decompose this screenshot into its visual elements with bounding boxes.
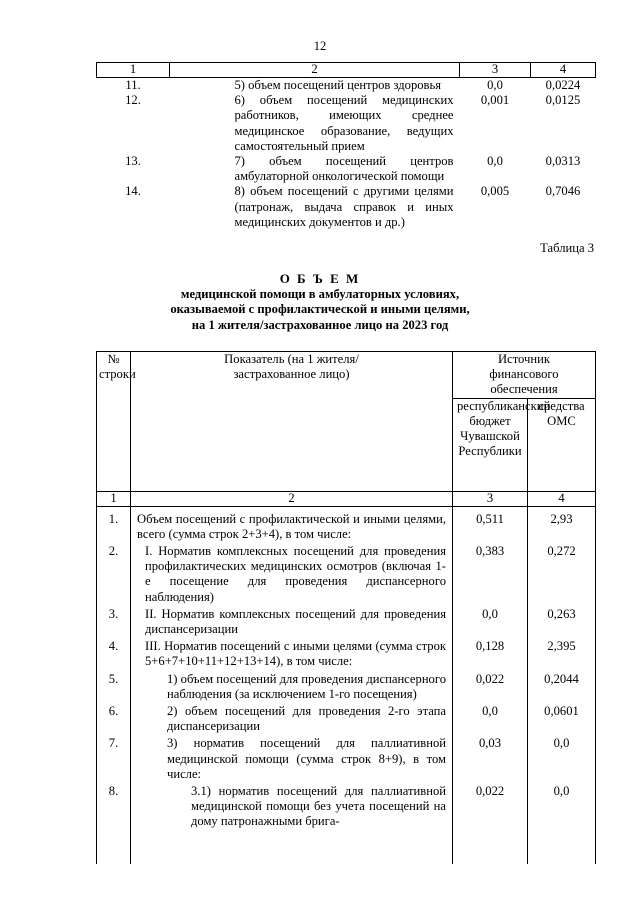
budget-value: 0,0 <box>453 702 528 734</box>
budget-value: 0,128 <box>453 637 528 669</box>
table-row <box>97 605 596 637</box>
column-number: 3 <box>453 491 528 506</box>
oms-value: 0,263 <box>528 605 596 637</box>
column-number: 2 <box>131 491 453 506</box>
heading-line: оказываемой с профилактической и иными целями, <box>170 302 470 317</box>
oms-value: 0,0313 <box>545 154 581 169</box>
row-text: 3.1) норматив посещений для паллиативной медицинской помощи без учета посещений на дому патронажными брига- <box>131 782 453 864</box>
header-funding-source: Источник финансового обеспечения <box>453 352 596 399</box>
header-oms-funds: средства ОМС <box>528 398 596 491</box>
row-text: 3) норматив посещений для паллиативной медицинской помощи (сумма строк 8+9), в том числе: <box>131 734 453 782</box>
oms-value: 0,0 <box>528 782 596 864</box>
table-heading <box>0 271 640 333</box>
heading-line: на 1 жителя/застрахованное лицо на 2023 год <box>191 317 449 332</box>
row-text: Объем посещений с профилактической и иными целями, всего (сумма строк 2+3+4), в том числе: <box>131 506 453 542</box>
oms-value: 0,0 <box>528 734 596 782</box>
table-row <box>97 702 596 734</box>
budget-value: 0,022 <box>453 782 528 864</box>
volume-table <box>96 351 596 864</box>
header-row-number: № строки <box>97 352 131 492</box>
row-number: 1. <box>97 506 131 542</box>
row-text: 5) объем посещений центров здоровья <box>234 78 442 92</box>
row-text: 7) объем посещений центров амбулаторной онкологической помощи <box>234 154 454 184</box>
row-text: I. Норматив комплексных посещений для проведения профилактических медицинских осмотров (включая 1-е посещение для проведения диспансерного наблюдения) <box>131 542 453 605</box>
column-number-row <box>97 63 596 78</box>
budget-value: 0,0 <box>487 78 503 92</box>
oms-value: 2,395 <box>528 637 596 669</box>
table-row <box>97 734 596 782</box>
budget-value: 0,0 <box>453 605 528 637</box>
row-number: 7. <box>97 734 131 782</box>
column-number-row <box>97 491 596 506</box>
table-row <box>97 154 596 184</box>
table-continuation <box>96 62 596 230</box>
table-row <box>97 78 596 94</box>
row-number: 5. <box>97 670 131 702</box>
oms-value: 0,272 <box>528 542 596 605</box>
row-number: 8. <box>97 782 131 864</box>
column-number: 1 <box>97 491 131 506</box>
oms-value: 0,7046 <box>545 184 581 199</box>
oms-value: 0,0224 <box>545 78 581 92</box>
row-number: 6. <box>97 702 131 734</box>
column-number: 4 <box>531 63 596 78</box>
row-number: 3. <box>97 605 131 637</box>
page-number: 12 <box>313 39 327 53</box>
row-text: 8) объем посещений с другими целями (патронаж, выдача справок и иных медицинских документов и др.) <box>234 184 454 229</box>
budget-value: 0,0 <box>487 154 503 169</box>
table-row <box>97 506 596 542</box>
column-number: 2 <box>170 63 460 78</box>
heading-title: О Б Ъ Е М <box>279 271 361 286</box>
table-row <box>97 184 596 230</box>
header-republican-budget: республиканский бюджет Чувашской Республики <box>453 398 528 491</box>
budget-value: 0,383 <box>453 542 528 605</box>
table-row <box>97 542 596 605</box>
budget-value: 0,03 <box>453 734 528 782</box>
row-number: 2. <box>97 542 131 605</box>
table-row <box>97 93 596 154</box>
column-number: 4 <box>528 491 596 506</box>
row-text: 2) объем посещений для проведения 2-го этапа диспансеризации <box>131 702 453 734</box>
row-number: 4. <box>97 637 131 669</box>
oms-value: 0,0601 <box>528 702 596 734</box>
header-indicator: Показатель (на 1 жителя/застрахованное лицо) <box>131 352 453 492</box>
row-number: 13. <box>125 154 141 169</box>
budget-value: 0,005 <box>480 184 510 199</box>
column-number: 1 <box>97 63 170 78</box>
row-text: 6) объем посещений медицинских работников, имеющих среднее медицинское образование, ведущих самостоятельный прием <box>234 93 454 153</box>
column-number: 3 <box>460 63 531 78</box>
table-label: Таблица 3 <box>540 241 594 255</box>
table-row <box>97 782 596 864</box>
table-row <box>97 637 596 669</box>
row-number: 11. <box>125 78 141 92</box>
budget-value: 0,511 <box>453 506 528 542</box>
oms-value: 0,0125 <box>545 93 581 108</box>
table-header-row <box>97 352 596 399</box>
heading-line: медицинской помощи в амбулаторных условиях, <box>180 286 460 301</box>
row-number: 12. <box>125 93 141 108</box>
row-text: III. Норматив посещений с иными целями (сумма строк 5+6+7+10+11+12+13+14), в том числе: <box>131 637 453 669</box>
budget-value: 0,022 <box>453 670 528 702</box>
row-text: II. Норматив комплексных посещений для проведения диспансеризации <box>131 605 453 637</box>
row-text: 1) объем посещений для проведения диспансерного наблюдения (за исключением 1-го посещения) <box>131 670 453 702</box>
budget-value: 0,001 <box>480 93 510 108</box>
row-number: 14. <box>125 184 141 199</box>
oms-value: 0,2044 <box>528 670 596 702</box>
table-row <box>97 670 596 702</box>
oms-value: 2,93 <box>528 506 596 542</box>
